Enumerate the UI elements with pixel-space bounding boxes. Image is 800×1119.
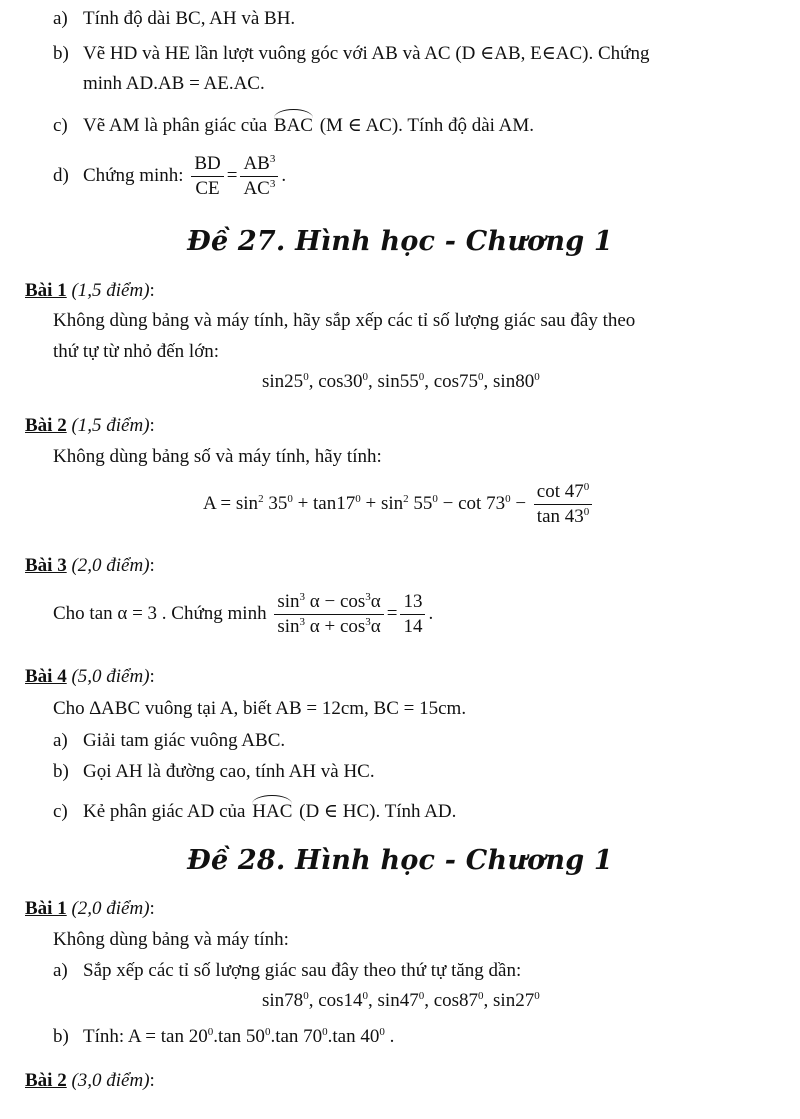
bai1-trig-list: $\sin 25^0$, $\cos 30^0$, $\sin 55^0$, $\cos 75^0$, $\sin 80^0$ <box>262 371 540 392</box>
de28-trig-list: $\sin 78^0$, $\cos 14^0$, $\sin 47^0$, $\cos 87^0$, $\sin 27^0$ <box>262 990 540 1011</box>
fraction-13-14: $\frac{13}{14}$ <box>400 592 425 637</box>
item-c: c) Vẽ AM là phân giác của BAC (M ∈ AC). Tính độ dài AM. <box>53 115 534 136</box>
item-b: b) Vẽ HD và HE lần lượt vuông góc với AB và AC (D ∈AB, E∈AC). Chứng <box>53 43 650 64</box>
bai4-item-b: b) Gọi AH là đường cao, tính AH và HC. <box>53 761 375 782</box>
item-a: a) Tính độ dài BC, AH và BH. <box>53 8 296 29</box>
de28-bai1-text: Không dùng bảng và máy tính: <box>53 929 289 950</box>
bai2-header: Bài 2 (1,5 điểm): <box>25 415 155 436</box>
bai3-statement: Cho tan α = 3 . Chứng minh $\frac{\sin^3 \alpha - \cos^3\alpha}{\sin^3 \alpha + \cos^3\alpha}$ = $\frac{13}{14}$ . <box>53 591 434 638</box>
angle-hac: HAC <box>252 801 293 822</box>
fraction-ab3-ac3: $\frac{AB^3}{AC^3}$ <box>240 154 278 199</box>
bai4-item-a: a) Giải tam giác vuông ABC. <box>53 730 286 751</box>
bai1-text-cont: thứ tự từ nhỏ đến lớn: <box>53 341 220 362</box>
fraction-bd-ce: $\frac{BD}{CE}$ <box>191 154 223 199</box>
item-d: d) Chứng minh: $\frac{BD}{CE}$ = $\frac{AB^3}{AC^3}$ . <box>53 153 287 200</box>
de28-bai2-header: Bài 2 (3,0 điểm): <box>25 1070 155 1091</box>
item-b-cont: minh AD.AB = AE.AC. <box>83 73 265 94</box>
section-title-de27: Đề 27. Hình học - Chương 1 <box>187 226 613 257</box>
bai4-text: Cho ∆ABC vuông tại A, biết AB = 12cm, BC = 15cm. <box>53 698 467 719</box>
fraction-cot-tan: $\frac{\cot 47^0}{\tan 43^0}$ <box>534 482 592 527</box>
de28-bai1-header: Bài 1 (2,0 điểm): <box>25 898 155 919</box>
de28-bai1-item-b: b) Tính: $A = \tan 20^0.\tan$ $50^0.\tan$ $70^0.\tan$ $40^0$ . <box>53 1026 395 1047</box>
bai4-header: Bài 4 (5,0 điểm): <box>25 666 155 687</box>
section-title-de28: Đề 28. Hình học - Chương 1 <box>187 845 613 876</box>
bai1-header: Bài 1 (1,5 điểm): <box>25 280 155 301</box>
bai2-text: Không dùng bảng số và máy tính, hãy tính: <box>53 446 382 467</box>
bai2-formula: $A = \sin^2 35^0 + \tan 17^0 + \sin^2 55^0 - \cot 73^0$ − $\frac{\cot 47^0}{\tan 43^0}$ <box>203 478 595 530</box>
bai3-header: Bài 3 (2,0 điểm): <box>25 555 155 576</box>
de28-bai1-item-a: a) Sắp xếp các tỉ số lượng giác sau đây theo thứ tự tăng dần: <box>53 960 522 981</box>
bai4-item-c: c) Kẻ phân giác AD của HAC (D ∈ HC). Tính AD. <box>53 801 457 822</box>
fraction-sin-cos: $\frac{\sin^3 \alpha - \cos^3\alpha}{\sin^3 \alpha + \cos^3\alpha}$ <box>274 592 383 637</box>
angle-bac: BAC <box>273 115 313 136</box>
bai1-text: Không dùng bảng và máy tính, hãy sắp xếp các tỉ số lượng giác sau đây theo <box>53 310 636 331</box>
